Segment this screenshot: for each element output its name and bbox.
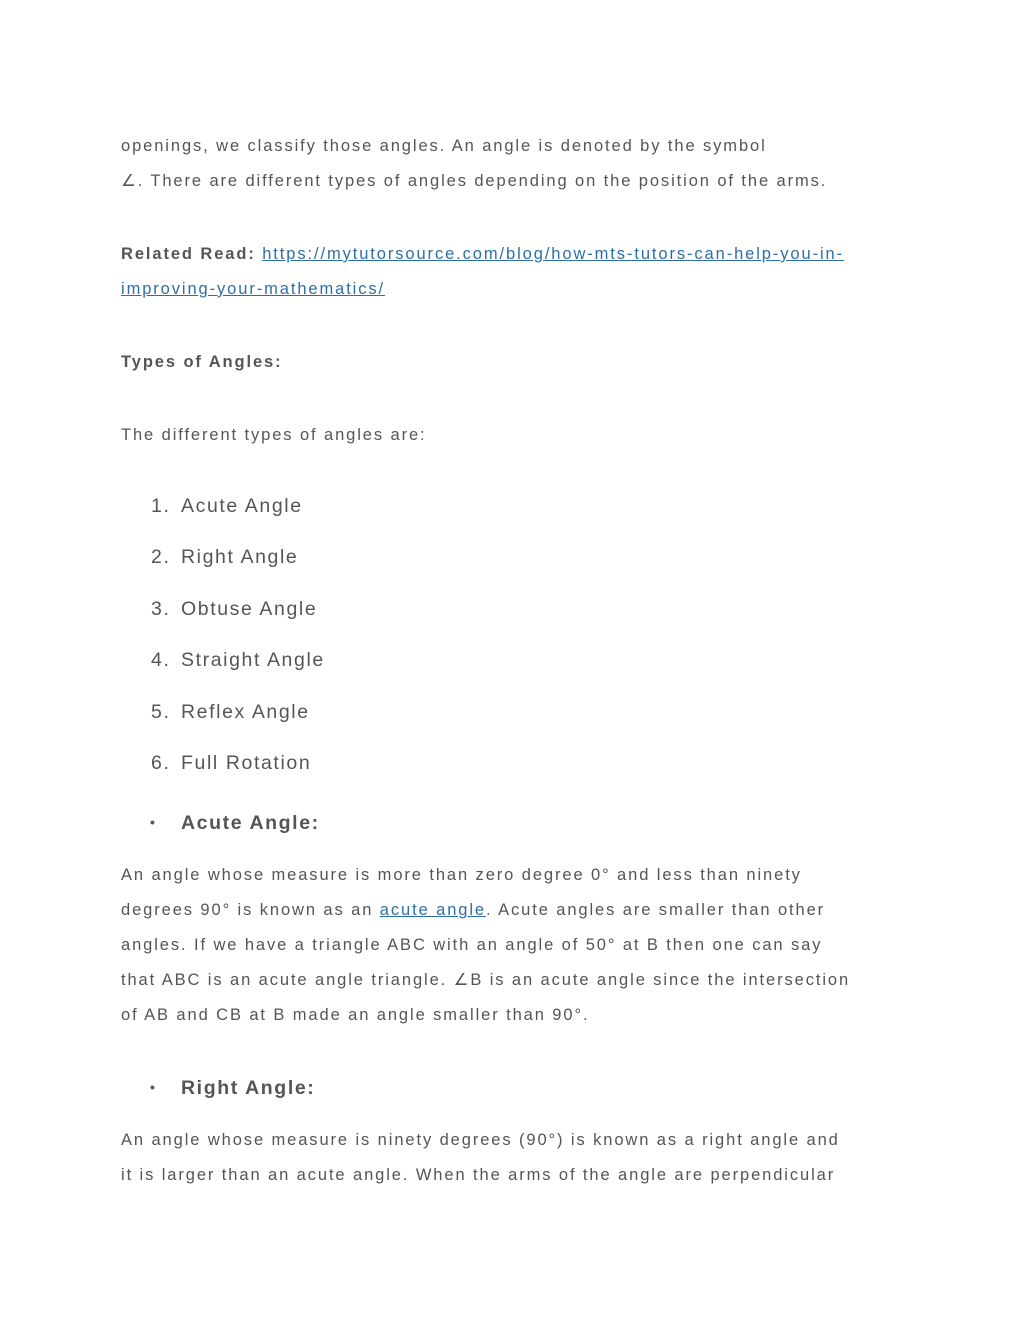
list-item-number: 4. (151, 649, 171, 671)
related-read-link[interactable]: https://mytutorsource.com/blog/how-mts-tutors-can-help-you-in- (262, 245, 845, 263)
list-item (151, 597, 317, 621)
list-item (151, 751, 311, 775)
intro-line-2: ∠. There are different types of angles depending on the position of the arms. (121, 172, 828, 190)
list-item (151, 494, 303, 518)
right-paragraph-line-2: it is larger than an acute angle. When the arms of the angle are perpendicular (121, 1166, 836, 1184)
acute-angle-link[interactable]: acute angle (379, 901, 487, 919)
right-paragraph-line-1: An angle whose measure is ninety degrees (90°) is known as a right angle and (121, 1131, 840, 1149)
list-item-label: Straight Angle (181, 649, 325, 671)
acute-paragraph-line-2 (121, 900, 825, 920)
list-item-label: Full Rotation (181, 752, 312, 774)
list-item-label: Reflex Angle (181, 701, 310, 723)
related-read-link-continued[interactable]: improving-your-mathematics/ (121, 280, 386, 298)
related-read-line-1 (121, 244, 844, 264)
types-intro: The different types of angles are: (121, 426, 427, 444)
acute-paragraph-line-4: that ABC is an acute angle triangle. ∠B is an acute angle since the intersection (121, 971, 851, 989)
list-item-number: 3. (151, 598, 171, 620)
acute-line2-prefix: degrees 90° is known as an (121, 901, 380, 919)
acute-angle-heading (150, 810, 320, 835)
list-item-number: 5. (151, 701, 171, 723)
list-item-label: Acute Angle (181, 495, 303, 517)
acute-paragraph-line-3: angles. If we have a triangle ABC with an angle of 50° at B then one can say (121, 936, 823, 954)
list-item (151, 545, 298, 569)
acute-paragraph-line-1: An angle whose measure is more than zero degree 0° and less than ninety (121, 866, 802, 884)
list-item-label: Obtuse Angle (181, 598, 318, 620)
related-read-line-2 (121, 279, 385, 299)
list-item-number: 6. (151, 752, 171, 774)
list-item-number: 1. (151, 495, 171, 517)
right-angle-heading (150, 1075, 315, 1100)
types-heading: Types of Angles: (121, 353, 283, 371)
bullet-icon: • (150, 1079, 157, 1095)
acute-angle-heading-text: Acute Angle: (181, 812, 320, 834)
right-angle-heading-text: Right Angle: (181, 1077, 316, 1099)
acute-paragraph-line-5: of AB and CB at B made an angle smaller than 90°. (121, 1006, 590, 1024)
intro-line-1: openings, we classify those angles. An angle is denoted by the symbol (121, 137, 767, 155)
related-read-label: Related Read: (121, 245, 256, 263)
list-item-label: Right Angle (181, 546, 299, 568)
list-item-number: 2. (151, 546, 171, 568)
list-item (151, 700, 310, 724)
list-item (151, 648, 325, 672)
bullet-icon: • (150, 814, 157, 830)
acute-line2-suffix: . Acute angles are smaller than other (486, 901, 826, 919)
